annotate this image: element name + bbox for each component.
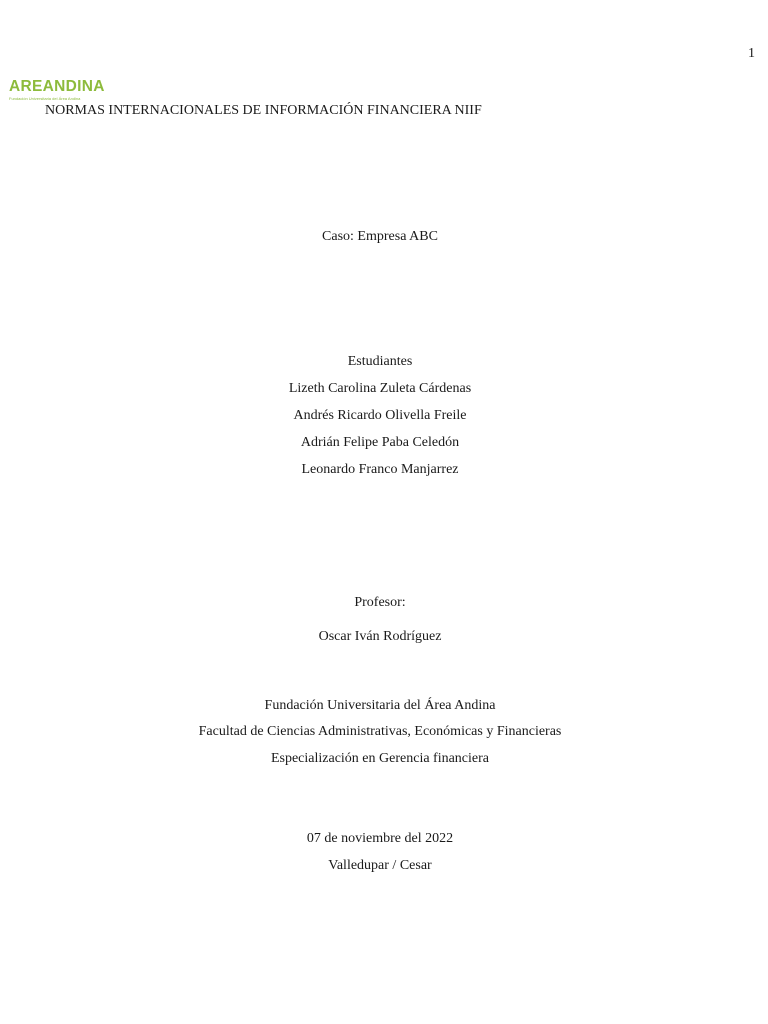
student-name: Lizeth Carolina Zuleta Cárdenas xyxy=(288,381,472,396)
student-name: Adrián Felipe Paba Celedón xyxy=(300,435,460,450)
faculty-name: Facultad de Ciencias Administrativas, Económicas y Financieras xyxy=(198,724,562,739)
page-number: 1 xyxy=(748,46,755,61)
student-name: Andrés Ricardo Olivella Freile xyxy=(293,408,467,423)
logo-tagline: Fundación Universitaria del Área Andina xyxy=(9,96,81,101)
areandina-logo xyxy=(9,78,105,104)
location: Valledupar / Cesar xyxy=(328,858,432,873)
university-name: Fundación Universitaria del Área Andina xyxy=(264,698,496,713)
case-title: Caso: Empresa ABC xyxy=(322,229,438,244)
document-title: NORMAS INTERNACIONALES DE INFORMACIÓN FINANCIERA NIIF xyxy=(45,103,482,118)
logo-wordmark: AREANDINA xyxy=(9,78,105,95)
professor-name: Oscar Iván Rodríguez xyxy=(318,629,442,644)
professor-heading: Profesor: xyxy=(354,595,406,610)
students-heading: Estudiantes xyxy=(347,354,413,369)
date: 07 de noviembre del 2022 xyxy=(306,831,454,846)
program-name: Especialización en Gerencia financiera xyxy=(270,751,490,766)
student-name: Leonardo Franco Manjarrez xyxy=(301,462,459,477)
